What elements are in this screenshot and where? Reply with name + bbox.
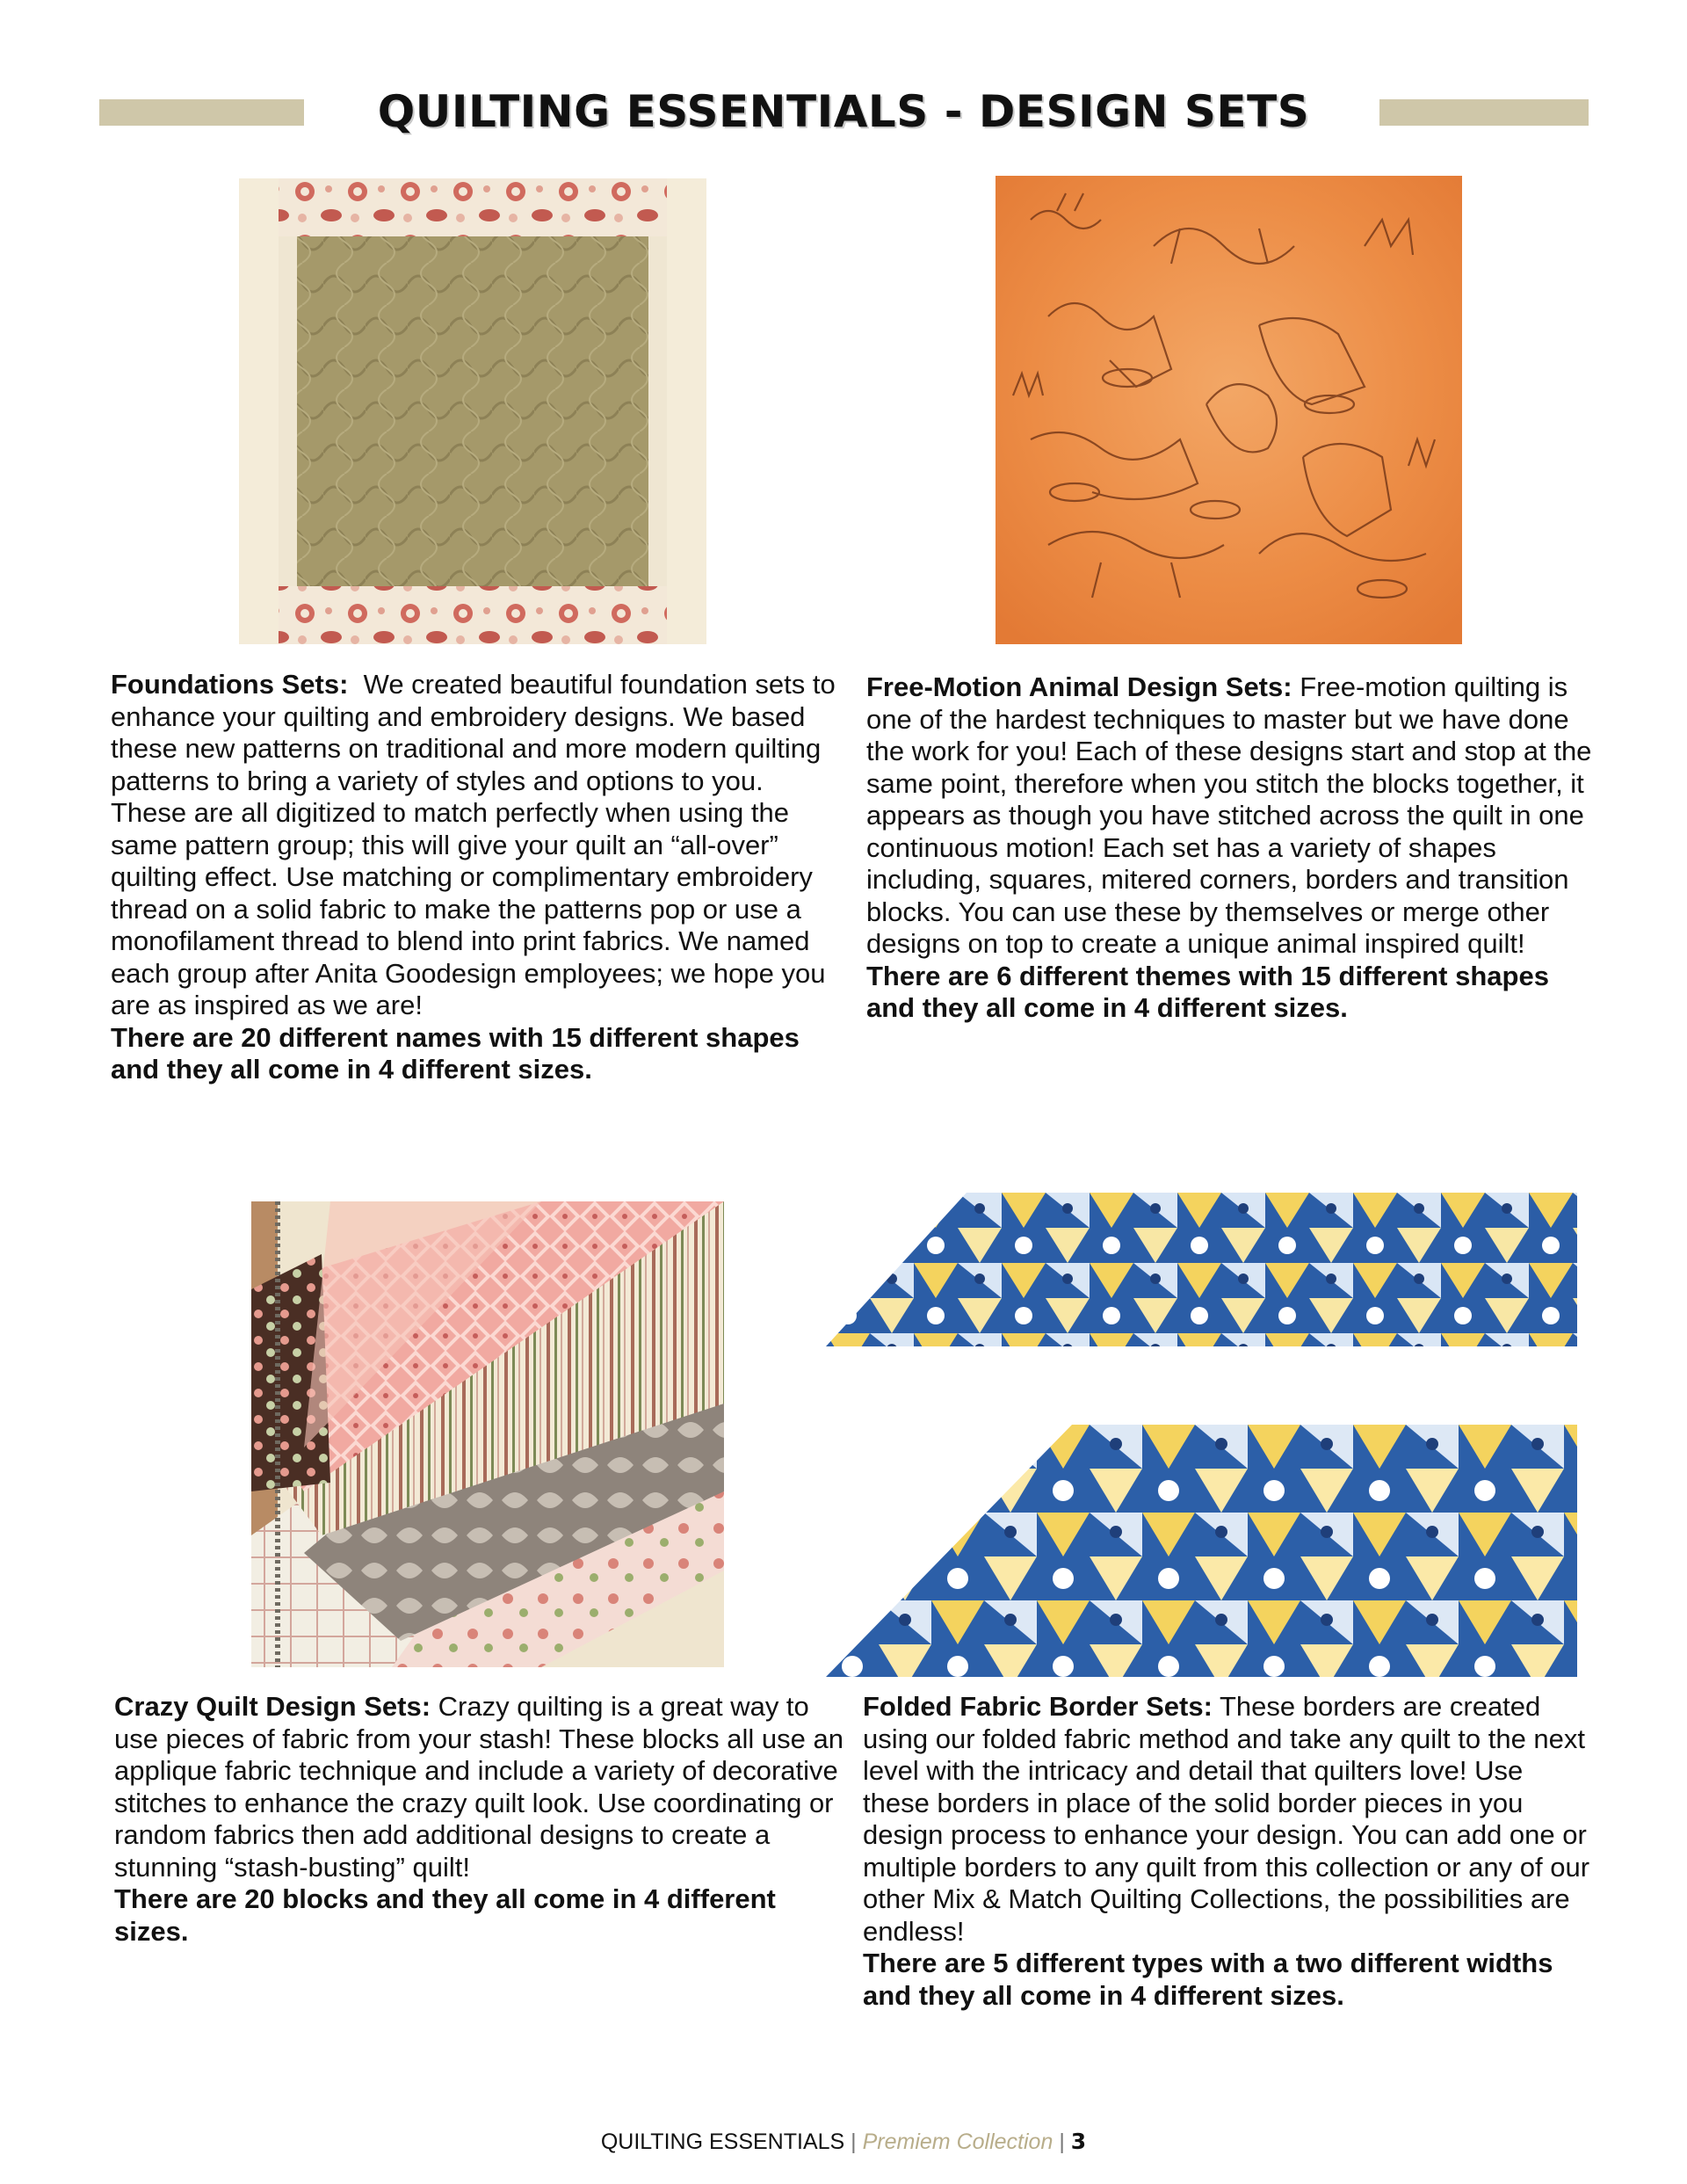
footer-collection: Premiem Collection <box>862 2130 1053 2154</box>
free-motion-description <box>866 671 1604 1025</box>
folded-border-heading: Folded Fabric Border Sets: <box>863 1691 1213 1722</box>
header-decor-bar-left <box>99 99 304 126</box>
free-motion-summary: There are 6 different themes with 15 different shapes and they all come in 4 different sizes. <box>866 960 1549 1023</box>
foundation-quilt-block-image <box>239 178 706 644</box>
crazy-quilt-summary: There are 20 blocks and they all come in 4 different sizes. <box>114 1883 776 1947</box>
foundations-summary: There are 20 different names with 15 different shapes and they all come in 4 different sizes. <box>111 1021 800 1085</box>
crazy-quilt-body: Crazy quilting is a great way to use pieces of fabric from your stash! These blocks all use an applique fabric technique and include a variety of decorative stitches to enhance the crazy quilt look. Use coordinating or random fabrics then add additional designs to create a stunning “stash-busting” quilt! <box>114 1691 844 1883</box>
footer-brand: QUILTING ESSENTIALS <box>600 2130 845 2154</box>
foundations-body: We created beautiful foundation sets to enhance your quilting and embroidery designs. We based these new patterns on traditional and more modern quilting patterns to bring a variety of styles and options to you. These are all digitized to match perfectly when using the same pattern group; this will give your quilt an “all-over” quilting effect. Use matching or complimentary embroidery thread on a solid fabric to make the patterns pop or use a monofilament thread to blend into print fabrics. We named each group after Anita Goodesign employees; we hope you are as inspired as we are! <box>111 669 836 1020</box>
animal-free-motion-block-image <box>996 176 1462 644</box>
folded-border-description <box>863 1691 1596 2012</box>
folded-fabric-border-strip-bottom <box>826 1425 1577 1677</box>
footer-divider: | <box>851 2130 857 2154</box>
page-number: 3 <box>1070 2129 1087 2154</box>
crazy-quilt-heading: Crazy Quilt Design Sets: <box>114 1691 431 1722</box>
crazy-quilt-fan-block-image <box>251 1201 724 1667</box>
foundations-heading: Foundations Sets: <box>111 669 349 700</box>
folded-border-summary: There are 5 different types with a two different widths and they all come in 4 different sizes. <box>863 1948 1553 2011</box>
free-motion-body: Free-motion quilting is one of the hardest techniques to master but we have done the work for you! Each of these designs start and stop at the same point, therefore when you stitch the blocks together, it appears as though you have stitched across the quilt in one continuous motion! Each set has a variety of shapes including, squares, mitered corners, borders and transition blocks. You can use these by themselves or merge other designs on top to create a unique animal inspired quilt! <box>866 671 1592 959</box>
crazy-quilt-description <box>114 1691 844 1948</box>
folded-border-body: These borders are created using our folded fabric method and take any quilt to the next level with the intricacy and detail that quilters love! Use these borders in place of the solid border pieces in you design process to enhance your design. You can add one or multiple borders to any quilt from this collection or any of our other Mix & Match Quilting Collections, the possibilities are endless! <box>863 1691 1590 1947</box>
page-footer <box>0 2129 1687 2155</box>
free-motion-heading: Free-Motion Animal Design Sets: <box>866 671 1292 702</box>
folded-fabric-border-strip-top <box>826 1193 1577 1346</box>
footer-divider-2: | <box>1059 2130 1065 2154</box>
foundations-description <box>111 669 844 1086</box>
page-title: QUILTING ESSENTIALS - DESIGN SETS <box>377 86 1310 137</box>
header-decor-bar-right <box>1379 99 1589 126</box>
